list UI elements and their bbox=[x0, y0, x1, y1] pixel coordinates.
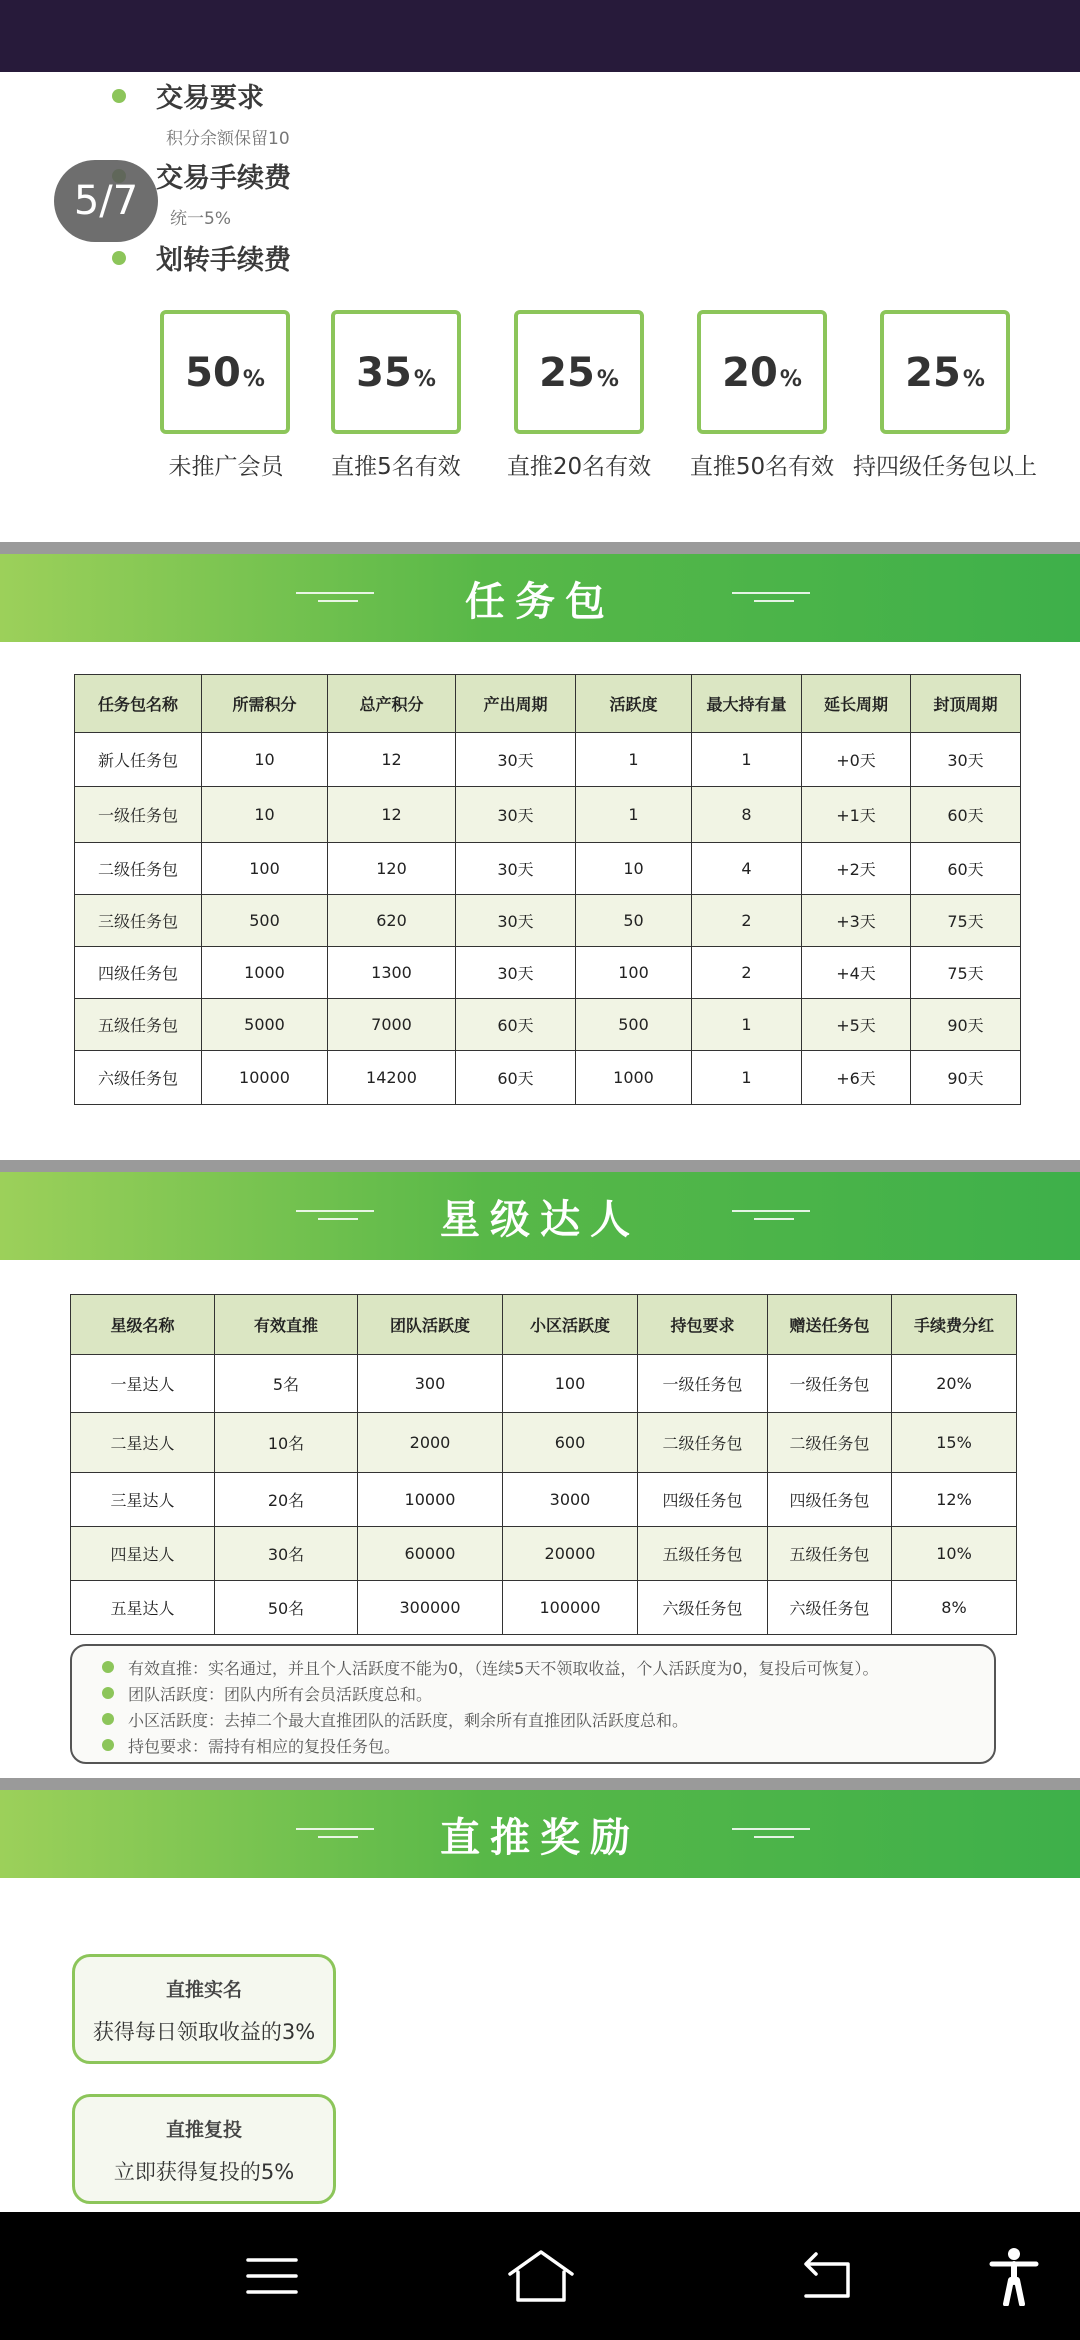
bullet-dot bbox=[102, 1713, 114, 1725]
table-row bbox=[75, 787, 1021, 843]
table-row bbox=[75, 947, 1021, 999]
table-cell: 五星达人 bbox=[71, 1581, 215, 1635]
table-cell: 六级任务包 bbox=[768, 1581, 892, 1635]
table-cell: 60天 bbox=[911, 787, 1021, 843]
fee-label: 持四级任务包以上 bbox=[853, 454, 1037, 480]
fee-box bbox=[331, 310, 461, 434]
column-header: 最大持有量 bbox=[692, 675, 802, 733]
table-cell: 120 bbox=[328, 843, 456, 895]
note-text: 小区活跃度：去掉二个最大直推团队的活跃度，剩余所有直推团队活跃度总和。 bbox=[128, 1710, 689, 1730]
table-cell: 60天 bbox=[456, 999, 576, 1051]
table-header-row bbox=[71, 1295, 1017, 1355]
table-cell: 五级任务包 bbox=[75, 999, 202, 1051]
table-cell: 100 bbox=[576, 947, 692, 999]
section-banner-star-levels bbox=[0, 1172, 1080, 1260]
note-item bbox=[102, 1680, 964, 1706]
fee-item-subtitle: 统一5% bbox=[170, 209, 231, 229]
column-header: 任务包名称 bbox=[75, 675, 202, 733]
table-cell: 30名 bbox=[215, 1527, 358, 1581]
fee-unit: % bbox=[779, 367, 802, 392]
page-indicator: 5/7 bbox=[54, 160, 158, 242]
table-cell: 30天 bbox=[456, 895, 576, 947]
table-cell: 2 bbox=[692, 895, 802, 947]
fee-value: 25 bbox=[539, 350, 595, 396]
table-cell: +2天 bbox=[802, 843, 911, 895]
fee-value: 20 bbox=[722, 350, 778, 396]
banner-decoration bbox=[732, 1210, 810, 1222]
navigation-bar bbox=[0, 2212, 1080, 2340]
note-item bbox=[102, 1654, 964, 1680]
table-cell: 2000 bbox=[358, 1413, 503, 1473]
table-row bbox=[75, 999, 1021, 1051]
table-cell: 1000 bbox=[202, 947, 328, 999]
table-row bbox=[71, 1355, 1017, 1413]
column-header: 小区活跃度 bbox=[503, 1295, 638, 1355]
table-cell: 12 bbox=[328, 787, 456, 843]
table-cell: 1300 bbox=[328, 947, 456, 999]
table-cell: 六级任务包 bbox=[75, 1051, 202, 1105]
back-icon[interactable] bbox=[796, 2246, 856, 2306]
fee-label: 未推广会员 bbox=[168, 454, 284, 480]
table-cell: 四星达人 bbox=[71, 1527, 215, 1581]
table-cell: 五级任务包 bbox=[768, 1527, 892, 1581]
table-cell: 1 bbox=[576, 733, 692, 787]
table-cell: 60天 bbox=[911, 843, 1021, 895]
status-bar bbox=[0, 0, 1080, 72]
fee-box bbox=[697, 310, 827, 434]
table-cell: 10 bbox=[202, 733, 328, 787]
reward-card bbox=[72, 1954, 336, 2064]
table-cell: 四级任务包 bbox=[75, 947, 202, 999]
column-header: 活跃度 bbox=[576, 675, 692, 733]
fee-label: 直推50名有效 bbox=[689, 454, 835, 480]
table-cell: 100 bbox=[503, 1355, 638, 1413]
table-cell: 一级任务包 bbox=[638, 1355, 768, 1413]
table-row bbox=[75, 895, 1021, 947]
table-cell: 14200 bbox=[328, 1051, 456, 1105]
task-pack-table bbox=[74, 674, 1021, 1105]
section-divider bbox=[0, 542, 1080, 554]
banner-decoration bbox=[296, 592, 374, 604]
column-header: 产出周期 bbox=[456, 675, 576, 733]
fee-unit: % bbox=[596, 367, 619, 392]
table-cell: 3000 bbox=[503, 1473, 638, 1527]
bullet-dot bbox=[112, 251, 126, 265]
fee-unit: % bbox=[413, 367, 436, 392]
bullet-dot bbox=[102, 1687, 114, 1699]
table-cell: 75天 bbox=[911, 895, 1021, 947]
reward-title: 直推实名 bbox=[165, 1979, 242, 2001]
table-cell: +1天 bbox=[802, 787, 911, 843]
banner-decoration bbox=[732, 1828, 810, 1840]
column-header: 封顶周期 bbox=[911, 675, 1021, 733]
table-cell: 2 bbox=[692, 947, 802, 999]
table-cell: 一级任务包 bbox=[75, 787, 202, 843]
table-cell: +3天 bbox=[802, 895, 911, 947]
column-header: 赠送任务包 bbox=[768, 1295, 892, 1355]
bullet-dot bbox=[102, 1661, 114, 1673]
table-row bbox=[71, 1473, 1017, 1527]
table-cell: 20名 bbox=[215, 1473, 358, 1527]
column-header: 有效直推 bbox=[215, 1295, 358, 1355]
fee-box bbox=[880, 310, 1010, 434]
table-row bbox=[75, 733, 1021, 787]
table-cell: 10000 bbox=[202, 1051, 328, 1105]
table-cell: 8 bbox=[692, 787, 802, 843]
image-viewer-content[interactable] bbox=[0, 72, 1080, 2212]
table-cell: 1 bbox=[692, 733, 802, 787]
table-cell: 二级任务包 bbox=[768, 1413, 892, 1473]
banner-decoration bbox=[296, 1828, 374, 1840]
table-cell: 5名 bbox=[215, 1355, 358, 1413]
reward-description: 立即获得复投的5% bbox=[113, 2160, 295, 2184]
table-cell: 六级任务包 bbox=[638, 1581, 768, 1635]
section-divider bbox=[0, 1778, 1080, 1790]
table-cell: 12% bbox=[892, 1473, 1017, 1527]
note-item bbox=[102, 1706, 964, 1732]
table-cell: 12 bbox=[328, 733, 456, 787]
table-cell: 一级任务包 bbox=[768, 1355, 892, 1413]
fee-box bbox=[160, 310, 290, 434]
fee-label: 直推20名有效 bbox=[506, 454, 652, 480]
fee-value: 50 bbox=[185, 350, 241, 396]
reward-description: 获得每日领取收益的3% bbox=[92, 2020, 316, 2044]
table-cell: 30天 bbox=[456, 733, 576, 787]
banner-decoration bbox=[296, 1210, 374, 1222]
table-cell: 30天 bbox=[456, 787, 576, 843]
table-cell: 二星达人 bbox=[71, 1413, 215, 1473]
table-cell: 8% bbox=[892, 1581, 1017, 1635]
table-cell: 四级任务包 bbox=[638, 1473, 768, 1527]
note-item bbox=[102, 1732, 964, 1758]
table-cell: 50名 bbox=[215, 1581, 358, 1635]
fee-item-transfer-fee bbox=[112, 238, 291, 277]
table-cell: 10000 bbox=[358, 1473, 503, 1527]
table-cell: 1 bbox=[576, 787, 692, 843]
column-header: 总产积分 bbox=[328, 675, 456, 733]
table-cell: 15% bbox=[892, 1413, 1017, 1473]
table-row bbox=[71, 1413, 1017, 1473]
table-cell: 30天 bbox=[456, 947, 576, 999]
table-cell: 4 bbox=[692, 843, 802, 895]
table-cell: 1000 bbox=[576, 1051, 692, 1105]
table-row bbox=[75, 843, 1021, 895]
section-banner-referral-rewards bbox=[0, 1790, 1080, 1878]
fee-item-title: 交易手续费 bbox=[156, 163, 291, 194]
star-level-table bbox=[70, 1294, 1017, 1635]
table-cell: 90天 bbox=[911, 1051, 1021, 1105]
table-cell: 300000 bbox=[358, 1581, 503, 1635]
table-cell: 10% bbox=[892, 1527, 1017, 1581]
bullet-dot bbox=[102, 1739, 114, 1751]
fee-unit: % bbox=[962, 367, 985, 392]
table-row bbox=[71, 1581, 1017, 1635]
section-title: 任务包 bbox=[465, 578, 615, 625]
menu-icon[interactable] bbox=[242, 2246, 302, 2306]
column-header: 手续费分红 bbox=[892, 1295, 1017, 1355]
section-banner-task-packs bbox=[0, 554, 1080, 642]
fee-item-trade-requirement bbox=[112, 76, 264, 115]
table-cell: 10名 bbox=[215, 1413, 358, 1473]
table-cell: 三星达人 bbox=[71, 1473, 215, 1527]
table-cell: 10 bbox=[202, 787, 328, 843]
table-header-row bbox=[75, 675, 1021, 733]
table-cell: 1 bbox=[692, 1051, 802, 1105]
reward-card bbox=[72, 2094, 336, 2204]
table-cell: 二级任务包 bbox=[75, 843, 202, 895]
table-cell: 300 bbox=[358, 1355, 503, 1413]
table-cell: 600 bbox=[503, 1413, 638, 1473]
table-cell: 90天 bbox=[911, 999, 1021, 1051]
table-cell: 50 bbox=[576, 895, 692, 947]
table-cell: 7000 bbox=[328, 999, 456, 1051]
column-header: 团队活跃度 bbox=[358, 1295, 503, 1355]
table-cell: 1 bbox=[692, 999, 802, 1051]
table-row bbox=[71, 1527, 1017, 1581]
table-cell: 三级任务包 bbox=[75, 895, 202, 947]
fee-value: 35 bbox=[356, 350, 412, 396]
table-cell: 五级任务包 bbox=[638, 1527, 768, 1581]
table-cell: 二级任务包 bbox=[638, 1413, 768, 1473]
fee-label: 直推5名有效 bbox=[331, 454, 461, 480]
home-icon[interactable] bbox=[506, 2246, 576, 2306]
note-text: 持包要求：需持有相应的复投任务包。 bbox=[128, 1736, 401, 1756]
fee-value: 25 bbox=[905, 350, 961, 396]
column-header: 所需积分 bbox=[202, 675, 328, 733]
table-cell: +4天 bbox=[802, 947, 911, 999]
column-header: 延长周期 bbox=[802, 675, 911, 733]
section-divider bbox=[0, 1160, 1080, 1172]
table-cell: +0天 bbox=[802, 733, 911, 787]
fee-item-title: 交易要求 bbox=[156, 83, 264, 114]
accessibility-icon[interactable] bbox=[984, 2246, 1044, 2306]
table-cell: +6天 bbox=[802, 1051, 911, 1105]
fee-item-title: 划转手续费 bbox=[156, 245, 291, 276]
table-cell: 500 bbox=[202, 895, 328, 947]
star-level-notes bbox=[70, 1644, 996, 1764]
table-cell: 100000 bbox=[503, 1581, 638, 1635]
table-cell: +5天 bbox=[802, 999, 911, 1051]
fee-item-subtitle: 积分余额保留10 bbox=[166, 129, 290, 149]
table-cell: 20% bbox=[892, 1355, 1017, 1413]
banner-decoration bbox=[732, 592, 810, 604]
table-cell: 20000 bbox=[503, 1527, 638, 1581]
fee-unit: % bbox=[242, 367, 265, 392]
fee-box bbox=[514, 310, 644, 434]
table-cell: 5000 bbox=[202, 999, 328, 1051]
table-cell: 10 bbox=[576, 843, 692, 895]
table-cell: 500 bbox=[576, 999, 692, 1051]
note-text: 团队活跃度：团队内所有会员活跃度总和。 bbox=[128, 1684, 433, 1704]
table-cell: 60000 bbox=[358, 1527, 503, 1581]
bullet-dot bbox=[112, 89, 126, 103]
note-text: 有效直推：实名通过，并且个人活跃度不能为0，（连续5天不领取收益，个人活跃度为0，复投后可恢复）。 bbox=[128, 1658, 879, 1678]
table-cell: 30天 bbox=[911, 733, 1021, 787]
table-cell: 60天 bbox=[456, 1051, 576, 1105]
table-cell: 30天 bbox=[456, 843, 576, 895]
section-title: 星级达人 bbox=[440, 1196, 640, 1243]
reward-title: 直推复投 bbox=[165, 2119, 242, 2141]
table-cell: 一星达人 bbox=[71, 1355, 215, 1413]
table-cell: 620 bbox=[328, 895, 456, 947]
section-title: 直推奖励 bbox=[440, 1814, 640, 1861]
table-cell: 四级任务包 bbox=[768, 1473, 892, 1527]
table-row bbox=[75, 1051, 1021, 1105]
table-cell: 100 bbox=[202, 843, 328, 895]
table-cell: 75天 bbox=[911, 947, 1021, 999]
column-header: 星级名称 bbox=[71, 1295, 215, 1355]
column-header: 持包要求 bbox=[638, 1295, 768, 1355]
table-cell: 新人任务包 bbox=[75, 733, 202, 787]
